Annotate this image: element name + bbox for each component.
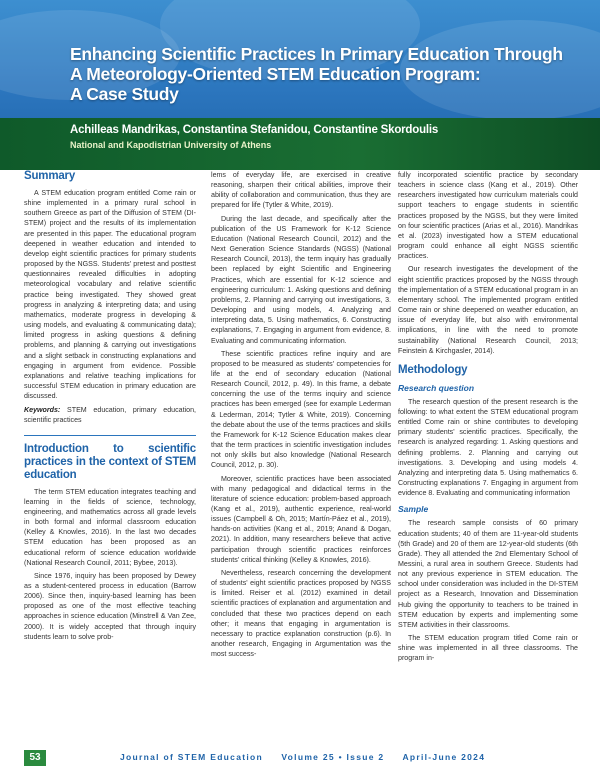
section-divider <box>24 435 196 436</box>
intro-paragraph-2: Since 1976, inquiry has been proposed by Dewey as a student-centered process in education (Barrow 2006). Since then, inquiry-based learning has been proposed as one of the most effective teaching approaches in science education (Minstrell & Van Zee, 2000). It is widely accepted that through inquiry students learn to solve prob- <box>24 571 196 641</box>
introduction-heading: Introduction to scientific practices in the context of STEM education <box>24 442 196 481</box>
column-2 <box>211 170 391 662</box>
col2-paragraph-1: lems of everyday life, are exercised in creative reasoning, sharpen their critical abilities, improve their ability of collaboration and communication, thus they are prepared for life (Tytler & White, 2019). <box>211 171 391 210</box>
keywords <box>24 405 196 425</box>
col2-paragraph-2: During the last decade, and specifically after the publication of the US Framework for K-12 Science Education (National Research Council, 2012) and the Next Generation Science Standards (NGSS) (National Research Council, 2013), the term inquiry has gradually been replaced by eight Scientific and Engineering Practices, which are essential for K-12 science and engineering curriculum: 1. Asking questions and defining problems, 2. Planning and carrying out investigations, 3. Developing and using models, 4. Analyzing and interpreting data, 5. Using mathematics, 6. Constructing explanations, 7. Engaging in argument from evidence, 8. Evaluating and communicating information. <box>211 214 391 345</box>
column-1 <box>24 170 196 645</box>
col3-paragraph-2: Our research investigates the development of the eight scientific practices proposed by the NGSS through the implementation of a STEM educational program in an elementary school. The implemented program entitled Come rain or shine deepened on weather education, an issue of everyday life, but also with environmental implications, in line with the need to promote sustainability (National Research Council, 2013; Feinstein & Kirchgasler, 2014). <box>398 265 578 355</box>
journal-volume: Volume 25 • Issue 2 <box>281 752 385 762</box>
article-title <box>70 44 570 104</box>
authors: Achilleas Mandrikas, Constantina Stefanidou, Constantine Skordoulis <box>70 124 439 136</box>
intro-paragraph-1: The term STEM education integrates teaching and learning in the fields of science, technology, engineering, and mathematics across all grade levels in both formal and informal classroom education (Kelley & Knowles, 2016). In the last two decades STEM education has been proposed as an educational reform of science education worldwide (National Research Council, 2011; Bybee, 2013). <box>24 487 196 567</box>
summary-paragraph: A STEM education program entitled Come rain or shine implemented in a primary rural school in southern Greece as part of the Diffusion of STEM (DI-STEM) project and the results of its implementation are presented in this paper. The educational program deepened in weather education and intended to develop eight scientific practices for primary students proposed by the NGSS. Students' pretest and posttest questionnaires revealed difficulties in adopting meteorological vocabulary and relative scientific practice being investigated. They showed great progress in analyzing & interpreting data; and using mathematics, moderate progress in developing & using models, and evaluating & communicating data); limited progress in asking questions & defining problems, and planning & carrying out investigations and a slight setback in constructing explanations and engaging in argument from evidence. Possible explanations and relative teaching implications for successful STEM education in primary education are discussed. <box>24 189 196 401</box>
sample-heading: Sample <box>398 504 429 515</box>
column-3 <box>398 170 578 667</box>
col2-paragraph-4: Moreover, scientific practices have been associated with many pedagogical and didactical terms in the literature of science education: problem-based approach (Kang et al., 2019), authentic experience, real-world issues (Campbell & Oh, 2015; Martín-Páez et al., 2019), hands-on activities (Kang et al., 2019; Anand & Dogan, 2021). In addition, many researchers believe that active participation through scientific practices reinforces students' critical thinking (Kelley & Knowles, 2016). <box>211 474 391 564</box>
col3-paragraph-1: fully incorporated scientific practice by secondary teachers in science class (Kang et al., 2019). Other researchers investigated how curriculum materials could support teachers to engage students in scientific practices proposed by the NGSS, but they were limited on four scientific practices (Arias et al., 2016). Mandrikas et al. (2023) investigated how a STEM educational program could enhance all eight NGSS scientific practices. <box>398 171 578 261</box>
col2-paragraph-5: Nevertheless, research concerning the development of students' eight scientific practices proposed by NGSS is limited. Reiser et al. (2012) examined in detail scientific practices of explanation and argumentation and concluded that these two practices depend on each other; it means that engaging in argumentation is necessary to practice explanation construction (p.6). In another research, Engaging in Argumentation was the most success- <box>211 568 391 659</box>
title-line-2: A Meteorology-Oriented STEM Education Program: <box>70 64 481 84</box>
sample-paragraph-1: The research sample consists of 60 primary education students; 40 of them are 11-year-old students (5th Grade) and 20 of them are 12-year-old students (6th Grade). They all attended the 2nd Elementary School of Messini, a rural area in southern Greece. Students had not any previous experience in STEM education. The school under consideration was included in the DI-STEM project as a Research, Innovation and Dissemination Hub giving the opportunity to teachers to be trained in STEM education by experts and implementing some STEM activities in their classrooms. <box>398 519 578 629</box>
page-number: 53 <box>24 750 46 766</box>
journal-name: Journal of STEM Education <box>120 752 264 762</box>
affiliation: National and Kapodistrian University of Athens <box>70 140 272 150</box>
sample-paragraph-2: The STEM education program titled Come rain or shine was implemented in all three classrooms. The program in- <box>398 634 578 663</box>
methodology-heading: Methodology <box>398 363 468 376</box>
title-line-3: A Case Study <box>70 84 179 104</box>
title-banner <box>0 0 600 170</box>
keywords-text: STEM education, primary education, scientific practices <box>24 406 196 425</box>
research-question-heading: Research question <box>398 382 475 393</box>
page-footer <box>0 748 600 768</box>
col2-paragraph-3: These scientific practices refine inquiry and are proposed to be measured as students' competencies for life at the end of secondary education (National Research Council, 2012, p. 49). In this frame, a debate concerning the use of the terms inquiry and science practices has been emerged (see for example Lederman & Lederman, 2014; Tytler & White, 2019). Concerning the debate about the use of the terms practices and skills the Framework for K-12 Science Education makes clear that the term practices in scientific investigation includes not only skills but also knowledge (National Research Council, 2012, p. 30). <box>211 349 391 470</box>
journal-date: April-June 2024 <box>402 752 486 762</box>
summary-heading: Summary <box>24 170 76 182</box>
research-question-paragraph: The research question of the present research is the following: to what extent the STEM educational program entitled Come rain or shine contributes to developing primary students' scientific practices. Specifically, the research is analyzed regarding: 1. Asking questions and defining problems. 2. Planning and carrying out investigations. 3. Developing and using models 4. Analyzing and interpreting data 5. Using mathematics 6. Constructing explanations 7. Engaging in argument from evidence 8. Evaluating and communicating information <box>398 397 578 498</box>
title-line-1: Enhancing Scientific Practices In Primary Education Through <box>70 44 563 64</box>
keywords-label: Keywords: <box>24 406 61 415</box>
journal-footer-line <box>120 752 485 762</box>
